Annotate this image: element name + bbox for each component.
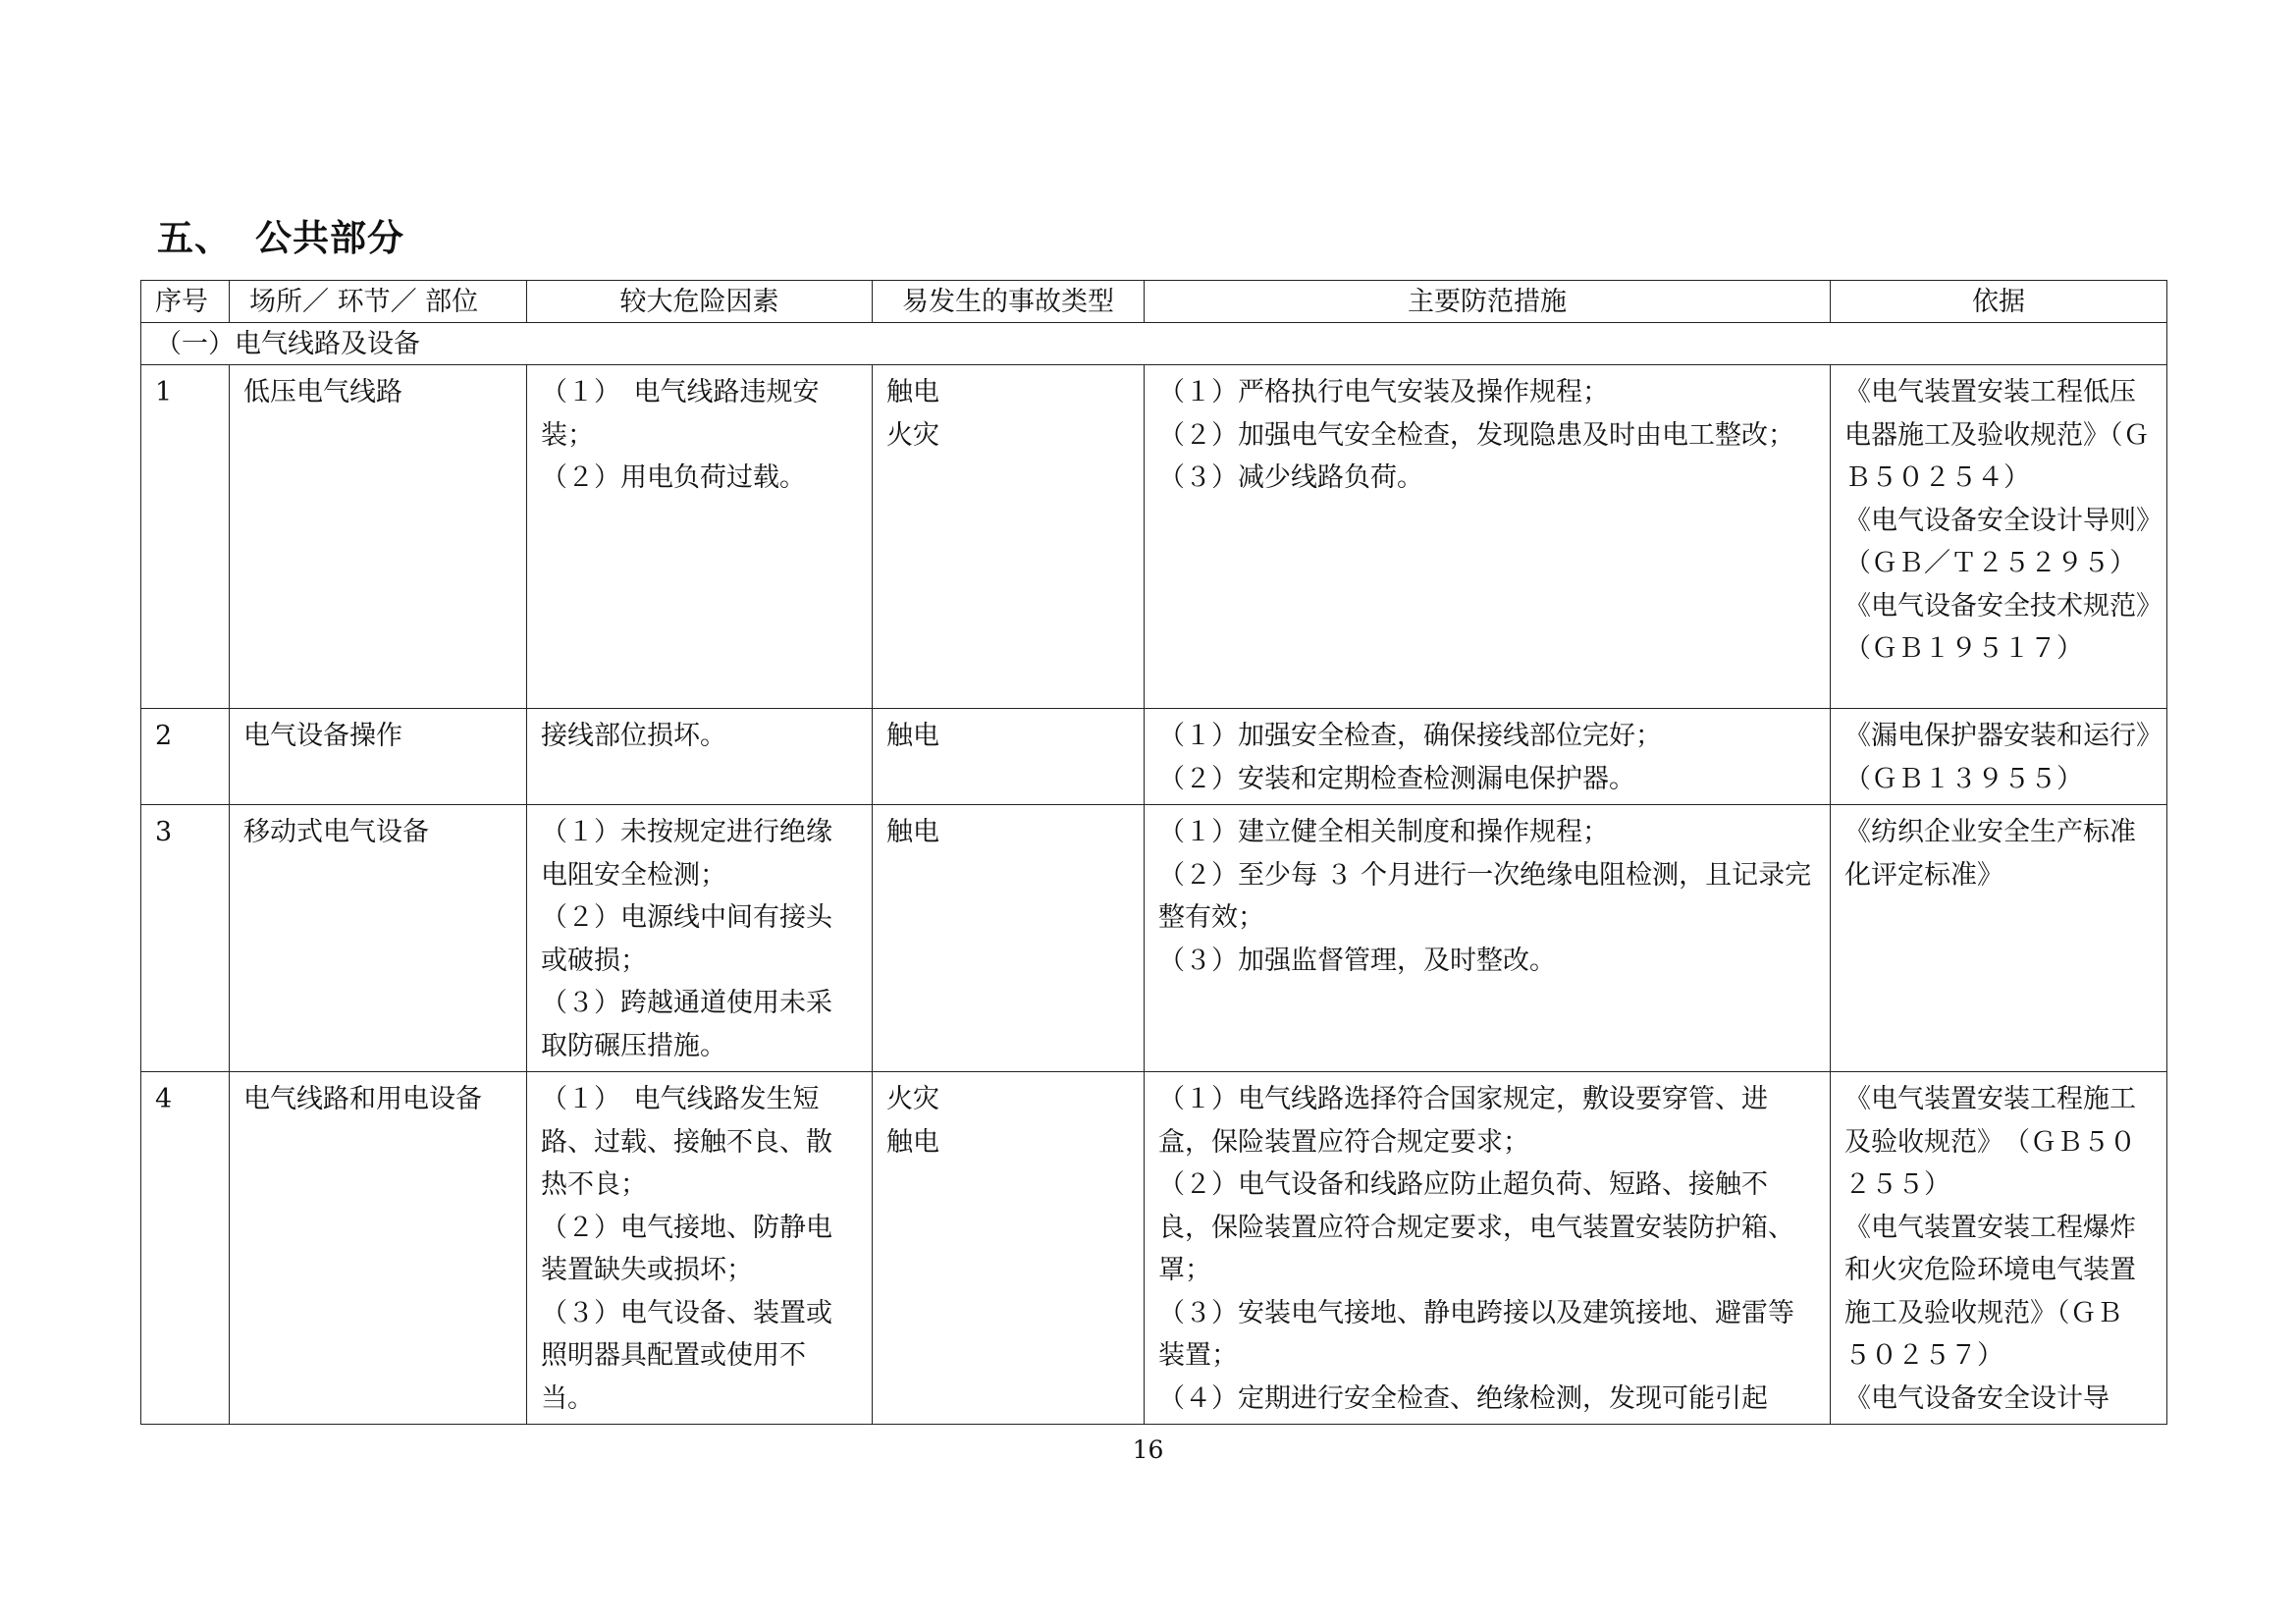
row-basis [1831,1072,2167,1425]
hazard-table [140,280,2167,1425]
basis-line: 《电气设备安全设计导 [1844,1382,2109,1414]
row-no: 3 [141,805,230,1072]
row-hazard [527,709,873,805]
measure-line: （２）电气设备和线路应防止超负荷、短路、接触不良，保险装置应符合规定要求，电气装置安装防护箱、罩； [1158,1169,1794,1285]
accident-line: 火灾 [886,419,939,451]
row-measures [1145,365,1831,709]
hazard-line: （３）电气设备、装置或照明器具配置或使用不当。 [541,1297,832,1414]
table-row [141,1072,2167,1425]
measure-line: （２）安装和定期检查检测漏电保护器。 [1158,763,1635,794]
row-hazard [527,365,873,709]
hazard-line: （１） 电气线路违规安装； [541,377,820,451]
hazard-line: （１）未按规定进行绝缘电阻安全检测； [541,817,832,891]
basis-line: 《电气装置安装工程爆炸和火灾危险环境电气装置施工及验收规范》（ＧＢ ５０２５７） [1844,1212,2150,1371]
accident-line: 触电 [886,377,939,407]
hazard-line: （２）电气接地、防静电装置缺失或损坏； [541,1212,832,1285]
table-header-row [141,281,2167,323]
measure-line: （３）减少线路负荷。 [1158,462,1423,493]
row-no: 2 [141,709,230,805]
basis-line: 《电气装置安装工程低压电器施工及验收规范》（ＧＢ５０２５４） [1844,377,2150,493]
row-measures [1145,805,1831,1072]
page-number: 16 [1132,1435,1164,1464]
row-place: 电气设备操作 [230,709,527,805]
basis-line: 《漏电保护器安装和运行》（ＧＢ１３９５５） [1844,721,2150,794]
row-place: 低压电气线路 [230,365,527,709]
measure-line: （３）加强监督管理，及时整改。 [1158,945,1556,976]
accident-line: 触电 [886,817,939,847]
hazard-line: （２）电源线中间有接头或破损； [541,902,832,976]
table-row [141,709,2167,805]
measure-line: （４）定期进行安全检查、绝缘检测，发现可能引起 [1158,1382,1768,1414]
row-basis [1831,365,2167,709]
measure-line: （１）建立健全相关制度和操作规程； [1158,817,1609,847]
measure-line: （２）至少每 ３ 个月进行一次绝缘电阻检测，且记录完整有效； [1158,859,1812,933]
header-measures: 主要防范措施 [1145,281,1831,323]
row-accident [873,709,1145,805]
basis-line: 《电气设备安全技术规范》（ＧＢ１９５１７） [1844,590,2150,664]
row-accident [873,1072,1145,1425]
table-row [141,805,2167,1072]
row-measures [1145,1072,1831,1425]
header-no: 序号 [141,281,230,323]
measure-line: （１）加强安全检查，确保接线部位完好； [1158,721,1662,751]
row-hazard [527,805,873,1072]
group-row [141,323,2167,365]
basis-line: 《电气设备安全设计导则》（ＧＢ／Ｔ２５２９５） [1844,505,2150,578]
header-place: 场所／ 环节／ 部位 [230,281,527,323]
hazard-line: （３）跨越通道使用未采取防碾压措施。 [541,988,832,1061]
basis-line: 《电气装置安装工程施工及验收规范》 （ＧＢ５０２５５） [1844,1084,2136,1200]
row-no: 1 [141,365,230,709]
accident-line: 触电 [886,1126,939,1158]
group-title: （一）电气线路及设备 [141,323,2167,365]
row-no: 4 [141,1072,230,1425]
measure-line: （３）安装电气接地、静电跨接以及建筑接地、避雷等装置； [1158,1297,1794,1371]
measure-line: （２）加强电气安全检查，发现隐患及时由电工整改； [1158,419,1794,451]
row-place: 移动式电气设备 [230,805,527,1072]
row-hazard [527,1072,873,1425]
row-accident [873,805,1145,1072]
measure-line: （１）严格执行电气安装及操作规程； [1158,377,1609,407]
section-name: 公共部分 [255,217,404,259]
accident-line: 火灾 [886,1084,939,1114]
header-hazard: 较大危险因素 [527,281,873,323]
section-title [157,208,404,261]
row-measures [1145,709,1831,805]
measure-line: （１）电气线路选择符合国家规定，敷设要穿管、进盒，保险装置应符合规定要求； [1158,1084,1768,1158]
table-row [141,365,2167,709]
accident-line: 触电 [886,721,939,751]
section-number: 五、 [157,217,232,259]
header-basis: 依据 [1831,281,2167,323]
basis-line: 《纺织企业安全生产标准化评定标准》 [1844,817,2136,891]
row-place: 电气线路和用电设备 [230,1072,527,1425]
row-basis [1831,709,2167,805]
hazard-line: （１） 电气线路发生短路、过载、接触不良、散热不良； [541,1084,832,1200]
row-basis [1831,805,2167,1072]
row-accident [873,365,1145,709]
header-accident: 易发生的事故类型 [873,281,1145,323]
hazard-line: （２）用电负荷过载。 [541,462,806,493]
hazard-line: 接线部位损坏。 [541,721,726,751]
